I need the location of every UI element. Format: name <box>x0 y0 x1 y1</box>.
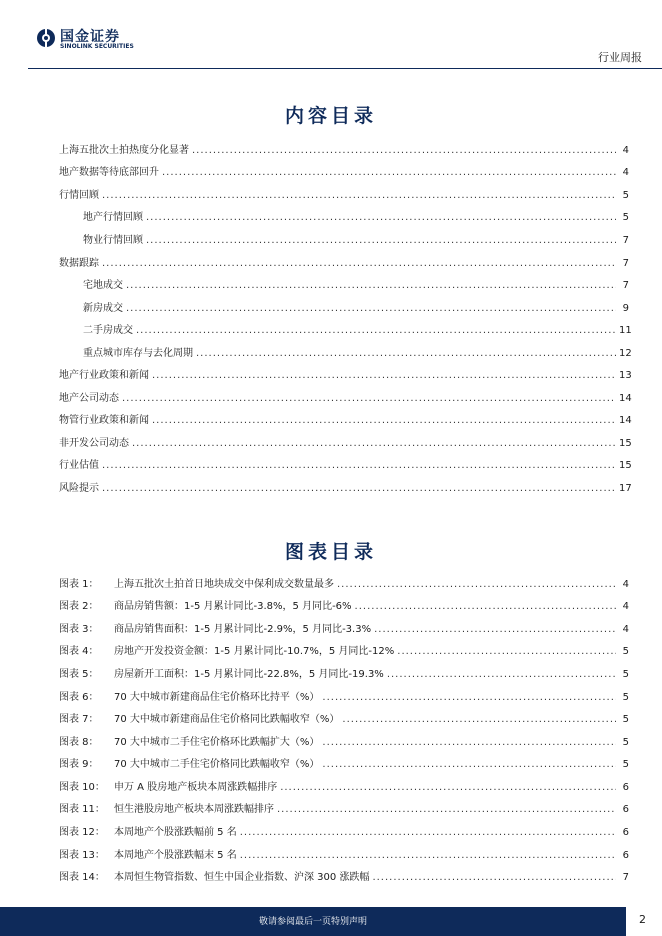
figure-label: 房屋新开工面积：1-5 月累计同比-22.8%，5 月同比-19.3% <box>114 669 384 680</box>
leader-dots <box>240 850 616 862</box>
leader-dots <box>146 212 616 224</box>
leader-dots <box>146 235 616 247</box>
leader-dots <box>322 759 616 771</box>
figure-label: 申万 A 股房地产板块本周涨跌幅排序 <box>114 782 278 793</box>
toc-item-label: 二手房成交 <box>83 325 133 336</box>
figure-label: 本周地产个股涨跌幅前 5 名 <box>114 827 237 838</box>
brand-name-en: SINOLINK SECURITIES <box>60 43 134 50</box>
toc-item[interactable] <box>59 188 629 202</box>
leader-dots <box>132 438 616 450</box>
leader-dots <box>322 692 616 704</box>
figure-number: 图表 1： <box>59 579 99 590</box>
figure-number: 图表 12： <box>59 827 105 838</box>
toc-item-page: 12 <box>619 348 632 359</box>
toc-subitem[interactable] <box>83 346 632 360</box>
toc-item-page: 13 <box>619 370 632 381</box>
leader-dots <box>277 804 616 816</box>
company-logo <box>36 26 156 52</box>
leader-dots <box>102 460 616 472</box>
leader-dots <box>322 737 616 749</box>
toc-item-page: 7 <box>622 280 629 291</box>
report-type-label: 行业周报 <box>598 51 642 64</box>
figure-number: 图表 8： <box>59 737 99 748</box>
page-number: 2 <box>639 913 646 926</box>
leader-dots <box>162 167 616 179</box>
toc-item-page: 15 <box>619 460 632 471</box>
toc-item[interactable] <box>59 368 632 382</box>
figure-item[interactable] <box>59 825 629 839</box>
figure-page: 4 <box>622 579 629 590</box>
figure-page: 5 <box>622 759 629 770</box>
toc-item-label: 风险提示 <box>59 483 99 494</box>
toc-item-page: 15 <box>619 438 632 449</box>
figure-page: 5 <box>622 646 629 657</box>
figure-number: 图表 11： <box>59 804 105 815</box>
figure-label: 70 大中城市新建商品住宅价格同比跌幅收窄（%） <box>114 714 340 725</box>
toc-subitem[interactable] <box>83 210 629 224</box>
leader-dots <box>102 190 616 202</box>
figure-page: 5 <box>622 692 629 703</box>
figure-page: 6 <box>622 827 629 838</box>
leader-dots <box>196 348 616 360</box>
figure-item[interactable] <box>59 690 629 704</box>
toc-item-page: 9 <box>622 303 629 314</box>
figure-label: 恒生港股房地产板块本周涨跌幅排序 <box>114 804 274 815</box>
figure-item[interactable] <box>59 667 629 681</box>
toc-item-page: 5 <box>622 212 629 223</box>
figure-item[interactable] <box>59 622 629 636</box>
figure-label: 70 大中城市二手住宅价格环比跌幅扩大（%） <box>114 737 320 748</box>
toc-item-page: 4 <box>622 167 629 178</box>
figure-list-title: 图表目录 <box>284 541 377 563</box>
leader-dots <box>122 393 616 405</box>
toc-item-label: 上海五批次土拍热度分化显著 <box>59 145 189 156</box>
toc-item[interactable] <box>59 165 629 179</box>
toc-item[interactable] <box>59 436 632 450</box>
toc-item-page: 7 <box>622 235 629 246</box>
leader-dots <box>102 483 616 495</box>
leader-dots <box>126 280 616 292</box>
leader-dots <box>337 579 616 591</box>
leader-dots <box>280 782 616 794</box>
figure-label: 70 大中城市二手住宅价格同比跌幅收窄（%） <box>114 759 320 770</box>
figure-item[interactable] <box>59 644 629 658</box>
sinolink-logo-icon <box>36 28 56 48</box>
leader-dots <box>136 325 616 337</box>
toc-item-page: 7 <box>622 258 629 269</box>
toc-item-label: 数据跟踪 <box>59 258 99 269</box>
figure-page: 6 <box>622 850 629 861</box>
figure-item[interactable] <box>59 577 629 591</box>
figure-label: 商品房销售面积：1-5 月累计同比-2.9%，5 月同比-3.3% <box>114 624 372 635</box>
figure-number: 图表 9： <box>59 759 99 770</box>
leader-dots <box>102 258 616 270</box>
toc-item-label: 物管行业政策和新闻 <box>59 415 149 426</box>
toc-item-page: 5 <box>622 190 629 201</box>
figure-page: 4 <box>622 601 629 612</box>
figure-number: 图表 6： <box>59 692 99 703</box>
figure-label: 本周地产个股涨跌幅末 5 名 <box>114 850 237 861</box>
toc-item-page: 17 <box>619 483 632 494</box>
toc-subitem[interactable] <box>83 301 629 315</box>
leader-dots <box>126 303 616 315</box>
toc-item[interactable] <box>59 481 632 495</box>
figure-number: 图表 13： <box>59 850 105 861</box>
toc-item-page: 14 <box>619 393 632 404</box>
footer-disclaimer: 敬请参阅最后一页特别声明 <box>258 917 367 927</box>
toc-item-label: 地产数据等待底部回升 <box>59 167 159 178</box>
toc-subitem[interactable] <box>83 233 629 247</box>
toc-subitem[interactable] <box>83 278 629 292</box>
figure-number: 图表 2： <box>59 601 99 612</box>
figure-page: 6 <box>622 804 629 815</box>
brand-name-cn: 国金证券 <box>60 29 120 45</box>
figure-page: 4 <box>622 624 629 635</box>
figure-number: 图表 14： <box>59 872 105 883</box>
figure-label: 70 大中城市新建商品住宅价格环比持平（%） <box>114 692 320 703</box>
figure-label: 商品房销售额：1-5 月累计同比-3.8%，5 月同比-6% <box>114 601 352 612</box>
leader-dots <box>372 872 616 884</box>
figure-number: 图表 4： <box>59 646 99 657</box>
leader-dots <box>374 624 616 636</box>
toc-item-page: 4 <box>622 145 629 156</box>
figure-number: 图表 5： <box>59 669 99 680</box>
toc-item-label: 重点城市库存与去化周期 <box>83 348 193 359</box>
toc-item-page: 14 <box>619 415 632 426</box>
leader-dots <box>152 370 616 382</box>
toc-item[interactable] <box>59 413 632 427</box>
header-divider <box>28 68 662 69</box>
figure-page: 6 <box>622 782 629 793</box>
figure-number: 图表 10： <box>59 782 105 793</box>
leader-dots <box>387 669 616 681</box>
page-header <box>0 0 662 70</box>
figure-page: 5 <box>622 737 629 748</box>
toc-item-label: 地产行业政策和新闻 <box>59 370 149 381</box>
figure-page: 7 <box>622 872 629 883</box>
figure-item[interactable] <box>59 599 629 613</box>
toc-item[interactable] <box>59 143 629 157</box>
toc-title: 内容目录 <box>284 105 377 127</box>
figure-page: 5 <box>622 714 629 725</box>
figure-number: 图表 7： <box>59 714 99 725</box>
figure-number: 图表 3： <box>59 624 99 635</box>
figure-label: 本周恒生物管指数、恒生中国企业指数、沪深 300 涨跌幅 <box>114 872 370 883</box>
toc-item-label: 地产公司动态 <box>59 393 119 404</box>
toc-item-label: 行情回顾 <box>59 190 99 201</box>
figure-item[interactable] <box>59 780 629 794</box>
leader-dots <box>192 145 616 157</box>
toc-item-page: 11 <box>619 325 632 336</box>
toc-item-label: 行业估值 <box>59 460 99 471</box>
figure-label: 上海五批次土拍首日地块成交中保利成交数量最多 <box>114 579 334 590</box>
leader-dots <box>397 646 616 658</box>
figure-item[interactable] <box>59 757 629 771</box>
toc-item-label: 地产行情回顾 <box>83 212 143 223</box>
figure-item[interactable] <box>59 848 629 862</box>
figure-item[interactable] <box>59 712 629 726</box>
figure-item[interactable] <box>59 870 629 884</box>
leader-dots <box>152 415 616 427</box>
toc-item-label: 宅地成交 <box>83 280 123 291</box>
figure-item[interactable] <box>59 802 629 816</box>
toc-item-label: 物业行情回顾 <box>83 235 143 246</box>
toc-item[interactable] <box>59 256 629 270</box>
toc-item-label: 新房成交 <box>83 303 123 314</box>
leader-dots <box>355 601 616 613</box>
toc-item-label: 非开发公司动态 <box>59 438 129 449</box>
leader-dots <box>342 714 616 726</box>
toc-subitem[interactable] <box>83 323 632 337</box>
figure-label: 房地产开发投资金额：1-5 月累计同比-10.7%，5 月同比-12% <box>114 646 395 657</box>
figure-item[interactable] <box>59 735 629 749</box>
toc-item[interactable] <box>59 391 632 405</box>
figure-page: 5 <box>622 669 629 680</box>
leader-dots <box>240 827 616 839</box>
toc-item[interactable] <box>59 458 632 472</box>
